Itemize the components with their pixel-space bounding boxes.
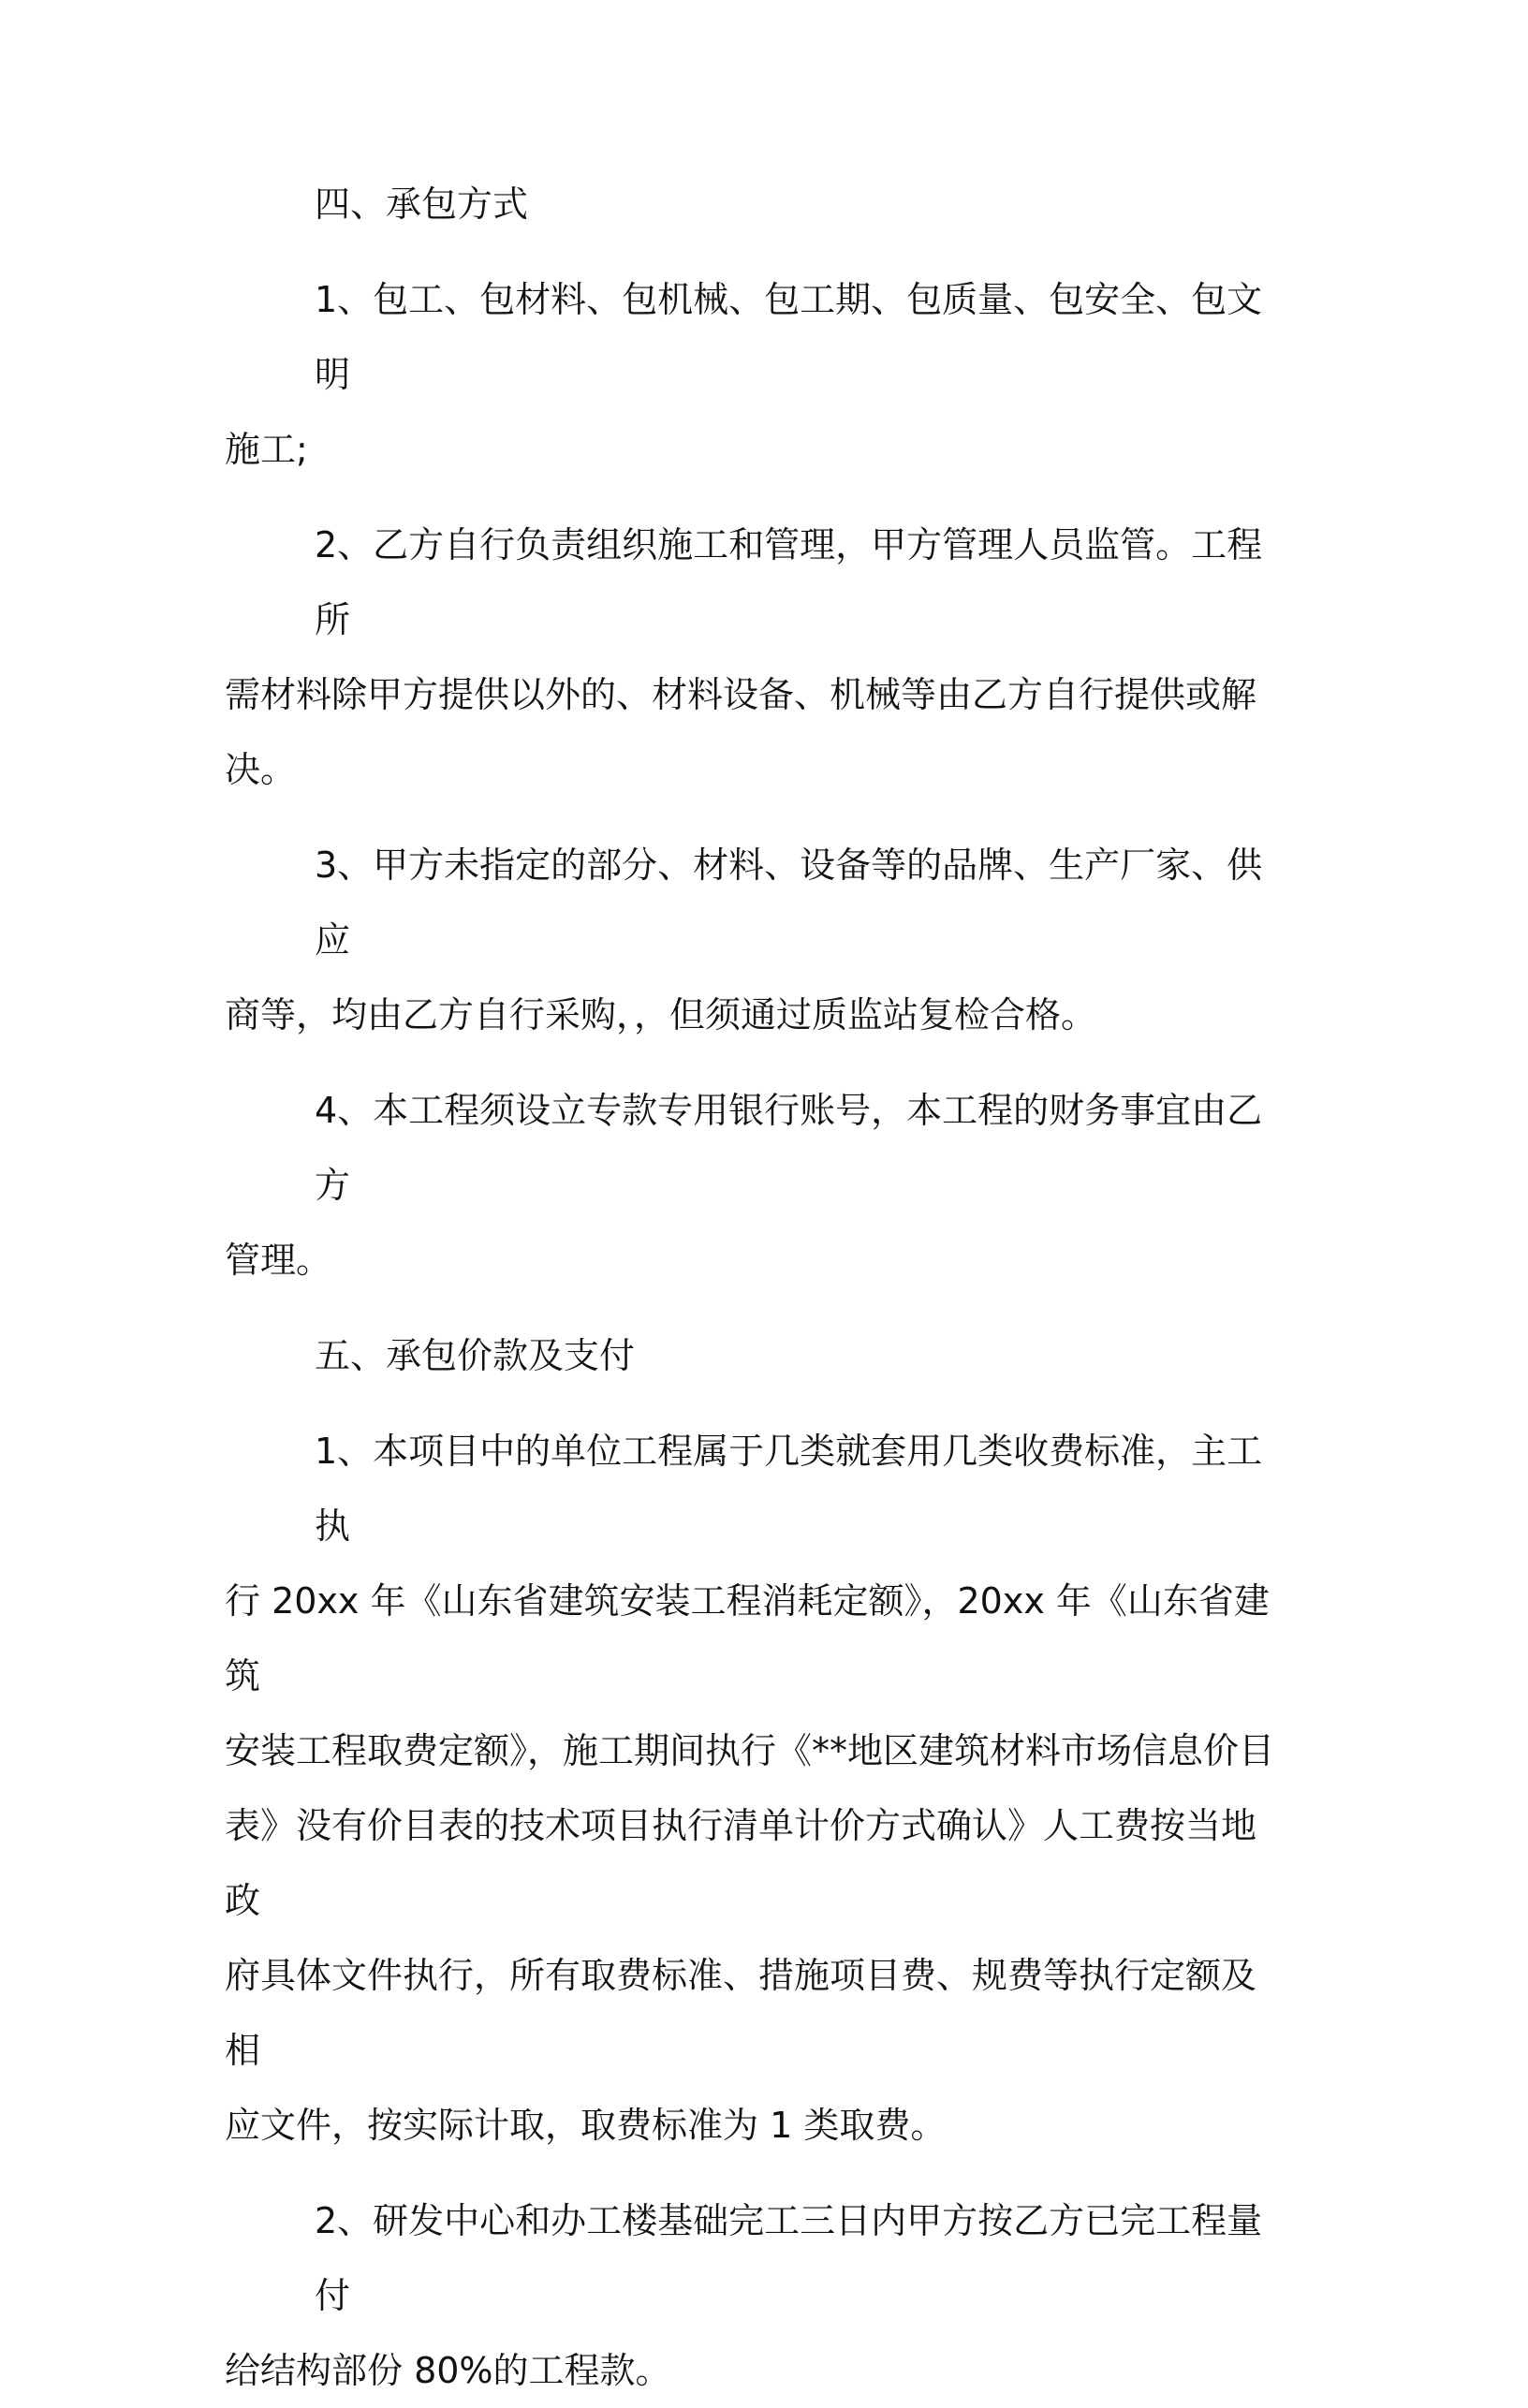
paragraph-line: 表》没有价目表的技术项目执行清单计价方式确认》人工费按当地政 [225, 1805, 1257, 1921]
section-heading-text: 五、承包价款及支付 [315, 1335, 636, 1376]
paragraph [225, 1073, 1283, 1298]
paragraph-line: 安装工程取费定额》，施工期间执行《**地区建筑材料市场信息价目 [225, 1730, 1275, 1771]
paragraph-line: 3、甲方未指定的部分、材料、设备等的品牌、生产厂家、供应 [315, 844, 1263, 961]
paragraph-line: 府具体文件执行，所有取费标准、措施项目费、规费等执行定额及相 [225, 1955, 1257, 2071]
paragraph-line: 应文件，按实际计取，取费标准为 1 类取费。 [225, 2105, 947, 2146]
document-body [225, 167, 1283, 2408]
paragraph-line: 商等，均由乙方自行采购，，但须通过质监站复检合格。 [225, 994, 1097, 1035]
section-heading-5 [225, 1318, 1283, 1393]
paragraph [225, 2183, 1283, 2408]
paragraph [225, 507, 1283, 807]
paragraph-line: 管理。 [225, 1240, 332, 1281]
paragraph-line: 1、包工、包材料、包机械、包工期、包质量、包安全、包文明 [315, 279, 1263, 395]
paragraph-line: 施工; [225, 429, 308, 470]
paragraph-line: 2、乙方自行负责组织施工和管理，甲方管理人员监管。工程所 [315, 524, 1263, 640]
paragraph-line: 行 20xx 年《山东省建筑安装工程消耗定额》，20xx 年《山东省建筑 [225, 1580, 1270, 1696]
paragraph [225, 828, 1283, 1052]
paragraph [225, 262, 1283, 487]
paragraph-line: 需材料除甲方提供以外的、材料设备、机械等由乙方自行提供或解决。 [225, 674, 1257, 790]
paragraph-line: 给结构部份 80%的工程款。 [225, 2350, 671, 2391]
section-heading-4 [225, 167, 1283, 242]
section-heading-text: 四、承包方式 [315, 184, 529, 225]
paragraph-line: 1、本项目中的单位工程属于几类就套用几类收费标准，主工执 [315, 1431, 1263, 1547]
paragraph [225, 1414, 1283, 2163]
paragraph-line: 2、研发中心和办工楼基础完工三日内甲方按乙方已完工程量付 [315, 2200, 1263, 2316]
paragraph-line: 4、本工程须设立专款专用银行账号，本工程的财务事宜由乙方 [315, 1090, 1263, 1206]
